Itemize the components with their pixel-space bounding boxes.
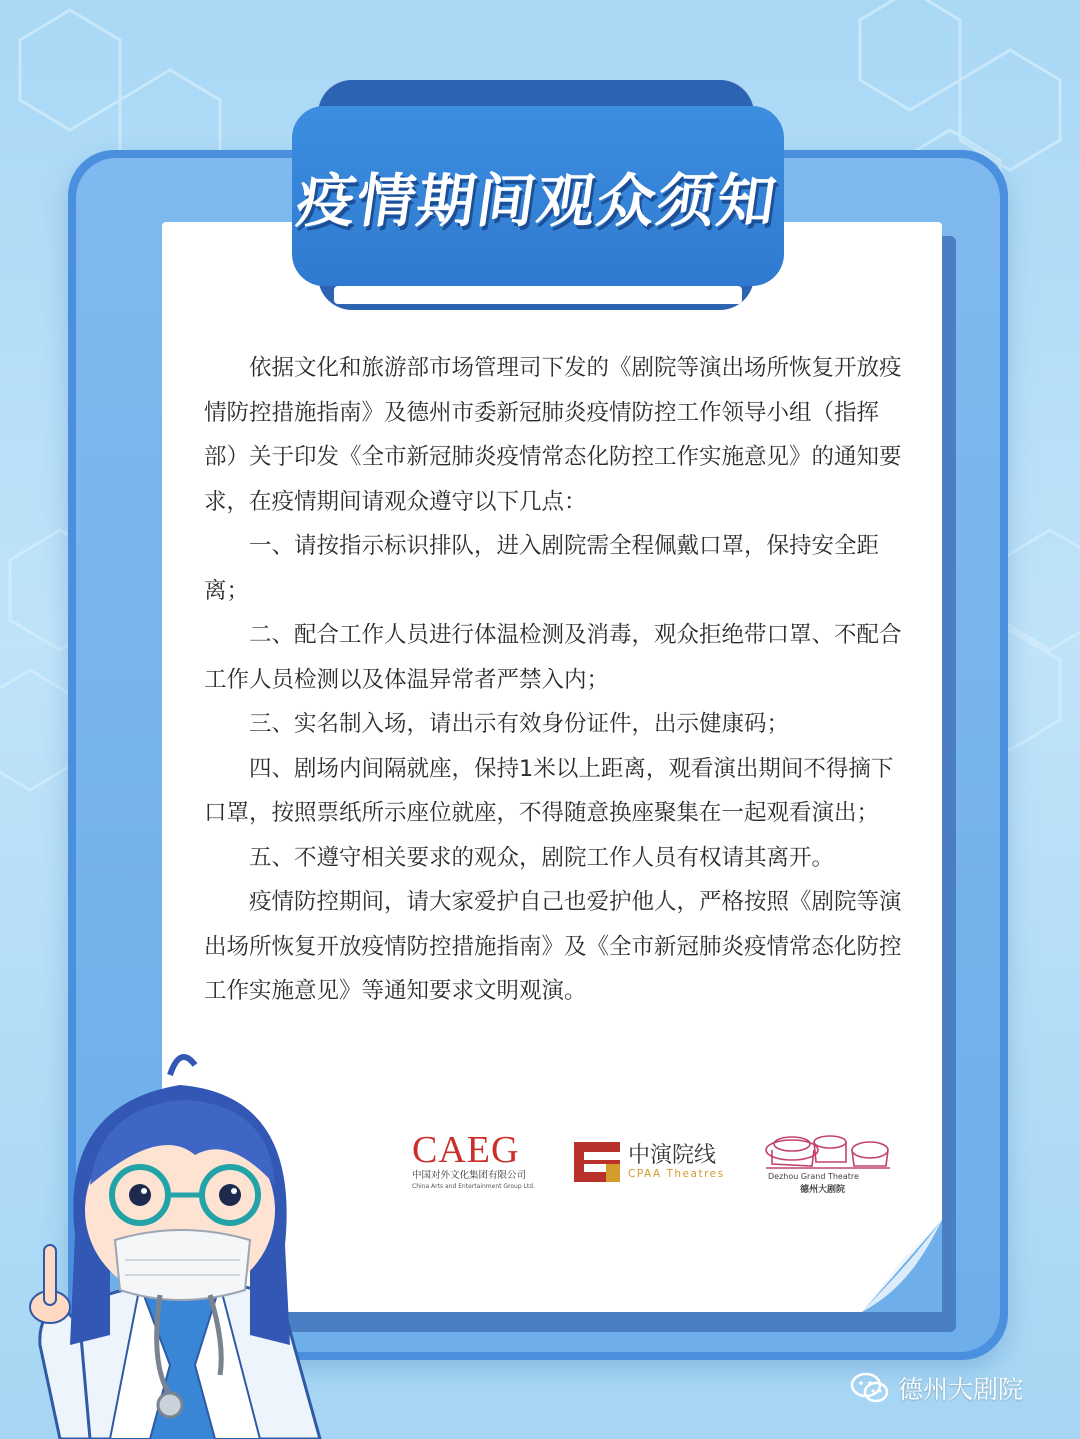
rule-item-3: 三、实名制入场，请出示有效身份证件，出示健康码；: [249, 711, 790, 737]
rule-item-4: 四、剧场内间隔就座，保持1米以上距离，观看演出期间不得摘下口罩，按照票纸所示座位就座，不得随意换座聚集在一起观看演出；: [204, 755, 894, 826]
rule-item-1: 一、请按指示标识排队，进入剧院需全程佩戴口罩，保持安全距离；: [204, 533, 880, 604]
dezhou-theatre-mark-icon: [762, 1128, 892, 1172]
poster-title: 疫情期间观众须知: [292, 167, 783, 235]
dezhou-theatre-logo: [762, 1128, 902, 1198]
notice-body: [204, 346, 904, 1014]
caeg-logo: [412, 1130, 542, 1191]
wechat-watermark: [850, 1368, 1023, 1408]
intro-paragraph: 依据文化和旅游部市场管理司下发的《剧院等演出场所恢复开放疫情防控措施指南》及德州市委新冠肺炎疫情防控工作领导小组（指挥部）关于印发《全市新冠肺炎疫情常态化防控工作实施意见》的通知要求，在疫情期间请观众遵守以下几点：: [204, 355, 902, 515]
title-plaque: [292, 106, 784, 286]
wechat-icon: [850, 1371, 890, 1405]
caeg-wordmark: CAEG: [412, 1129, 520, 1171]
page-curl: [862, 1220, 942, 1312]
nurse-illustration: [20, 1045, 340, 1439]
sponsor-logos: [412, 1128, 912, 1198]
rule-item-2: 二、配合工作人员进行体温检测及消毒，观众拒绝带口罩、不配合工作人员检测以及体温异常者严禁入内；: [204, 622, 902, 693]
cpaa-logo: [574, 1138, 734, 1188]
closing-paragraph: 疫情防控期间，请大家爱护自己也爱护他人，严格按照《剧院等演出场所恢复开放疫情防控措施指南》及《全市新冠肺炎疫情常态化防控工作实施意见》等通知要求文明观演。: [204, 889, 902, 1004]
dezhou-cn-name: 德州大剧院: [800, 1185, 846, 1195]
dezhou-en-name: Dezhou Grand Theatre: [768, 1172, 859, 1181]
cpaa-en-name: CPAA Theatres: [628, 1168, 725, 1180]
caeg-cn-name: 中国对外文化集团有限公司: [412, 1170, 527, 1181]
rule-item-5: 五、不遵守相关要求的观众，剧院工作人员有权请其离开。: [249, 844, 835, 871]
cpaa-mark-icon: [574, 1142, 620, 1182]
cpaa-cn-name: 中演院线: [628, 1143, 717, 1168]
title-plaque-strip: [334, 286, 742, 304]
watermark-text: 德州大剧院: [898, 1375, 1024, 1404]
caeg-en-name: China Arts and Entertainment Group Ltd.: [412, 1183, 535, 1190]
